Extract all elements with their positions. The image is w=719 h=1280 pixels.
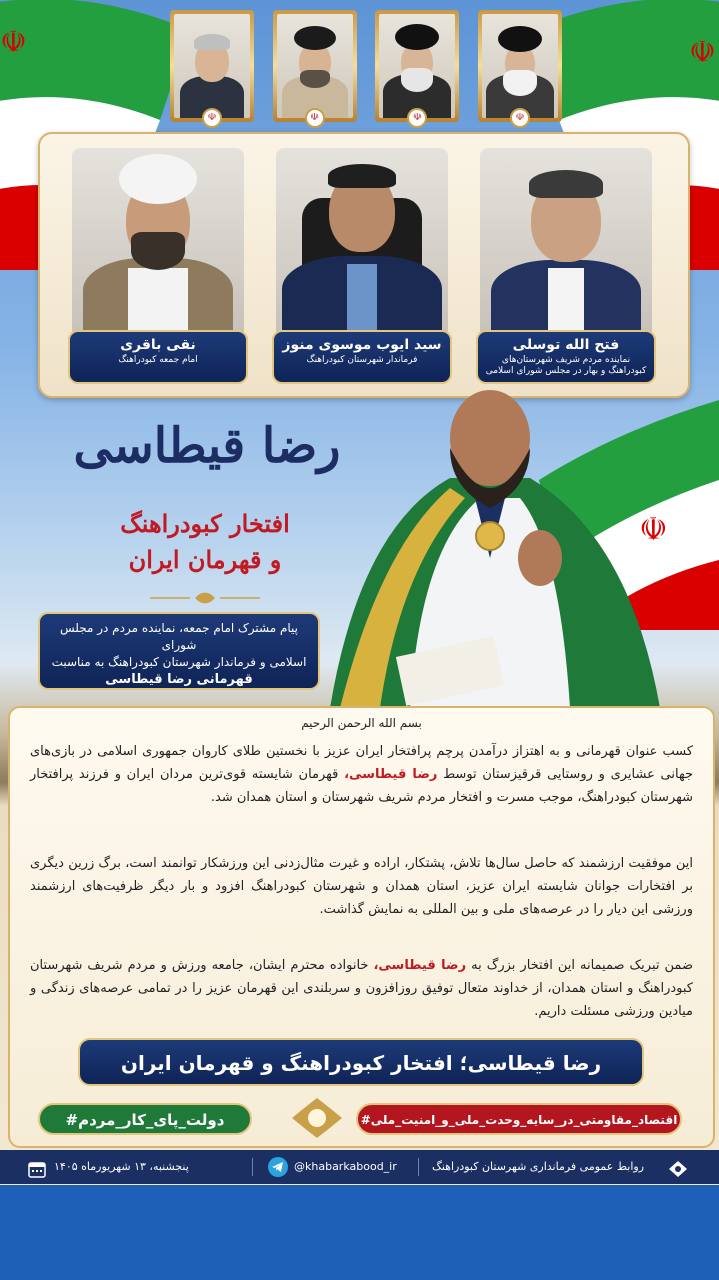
official-photo-tavasoli bbox=[480, 148, 652, 338]
iran-emblem-icon: ☫ bbox=[305, 108, 325, 128]
paragraph-3-text-a: ضمن تبریک صمیمانه این افتخار بزرگ به bbox=[471, 958, 693, 973]
official-name: نقی باقری bbox=[120, 337, 196, 353]
message-line3: قهرمانی رضا قیطاسی bbox=[105, 672, 253, 687]
official-role: فرماندار شهرستان کبودراهنگ bbox=[306, 355, 418, 365]
footer-bar bbox=[0, 1150, 719, 1184]
footer-separator bbox=[252, 1158, 253, 1176]
gold-ornament bbox=[150, 587, 260, 609]
footer-separator bbox=[418, 1158, 419, 1176]
hero-subtitle bbox=[60, 506, 350, 578]
svg-text:☫: ☫ bbox=[639, 510, 668, 548]
footer-handle[interactable]: @khabarkabood_ir bbox=[294, 1160, 397, 1173]
athlete-figure bbox=[300, 388, 680, 708]
portrait-frame bbox=[273, 10, 357, 122]
footer-date: پنجشنبه، ۱۳ شهریورماه ۱۴۰۵ bbox=[54, 1160, 189, 1173]
paragraph-3-text-b: خانواده محترم ایشان، جامعه ورزش و مردم شریف شهرستان کبودراهنگ و استان همدان، از خداوند متعال توفیق روزافزون و سربلندی این قهرمان عزیز را در تمامی عرصه‌های زندگی و میادین ورزشی مسئلت داریم. bbox=[30, 958, 693, 1019]
slogan-banner: رضا قیطاسی؛ افتخار کبودراهنگ و قهرمان ایران bbox=[78, 1038, 644, 1086]
calendar-icon bbox=[28, 1158, 46, 1176]
portrait-frame bbox=[478, 10, 562, 122]
hero-name: رضا قیطاسی bbox=[73, 418, 341, 474]
official-role: امام جمعه کبودراهنگ bbox=[118, 355, 198, 365]
paragraph-1-text-a: کسب عنوان قهرمانی و به اهتزاز درآمدن پرچم پرافتخار ایران عزیز با نخستین طلای کاروان جمهوری اسلامی در بازی‌های جهانی عشایری و روستایی قرقیزستان توسط bbox=[30, 744, 693, 782]
telegram-icon bbox=[268, 1157, 288, 1177]
bismillah: بسم الله الرحمن الرحیم bbox=[301, 716, 422, 730]
svg-text:☫: ☫ bbox=[689, 35, 716, 70]
paragraph-3 bbox=[30, 954, 693, 1023]
official-name: سید ایوب موسوی منوز bbox=[282, 337, 442, 353]
hero-subtitle-line2: و قهرمان ایران bbox=[128, 545, 282, 574]
portrait-frame bbox=[170, 10, 254, 122]
org-logo-icon bbox=[668, 1158, 688, 1176]
paragraph-1 bbox=[30, 740, 693, 809]
ornament-medallion bbox=[290, 1096, 344, 1140]
message-line1: پیام مشترک امام جمعه، نماینده مردم در مجلس شورای bbox=[59, 621, 299, 652]
athlete-name-highlight: رضا قیطاسی، bbox=[344, 767, 438, 782]
portrait-frame bbox=[375, 10, 459, 122]
iran-emblem-icon: ☫ bbox=[510, 108, 530, 128]
leaders-portraits bbox=[170, 10, 562, 130]
official-name: فتح الله توسلی bbox=[512, 337, 620, 353]
official-role: نماینده مردم شریف شهرستان‌های کبودراهنگ و بهار در مجلس شورای اسلامی bbox=[485, 355, 647, 376]
iran-emblem-icon: ☫ bbox=[407, 108, 427, 128]
paragraph-2: این موفقیت ارزشمند که حاصل سال‌ها تلاش، پشتکار، اراده و غیرت مثال‌زدنی این ورزشکار توانمند است، برگ زرین دیگری بر افتخارات جوانان شایسته ایران عزیز، استان همدان و شهرستان کبودراهنگ افزود و بار دیگر ظرفیت‌های ارزشمند ورزشی این دیار را در عرصه‌های ملی و بین المللی به نمایش گذاشت. bbox=[30, 856, 693, 917]
official-namebox-mousavi bbox=[272, 330, 452, 384]
paragraph-1-text-b: قهرمان شایسته قوی‌ترین مردان ایران و فرزند پرافتخار شهرستان کبودراهنگ، موجب مسرت و افتخار مردم شریف شهرستان و استان همدان شد. bbox=[30, 767, 693, 805]
hashtag-green: #دولت_پای_کار_مردم bbox=[38, 1103, 252, 1135]
hero-subtitle-line1: افتخار کبودراهنگ bbox=[120, 509, 290, 538]
official-photo-mousavi bbox=[276, 148, 448, 338]
hashtag-red: #اقتصاد_مقاومتی_در_سایه_وحدت_ملی_و_امنیت_ملی bbox=[356, 1103, 682, 1135]
footer-org: روابط عمومی فرمانداری شهرستان کبودراهنگ bbox=[432, 1160, 645, 1173]
iran-emblem-icon: ☫ bbox=[202, 108, 222, 128]
officials-panel bbox=[38, 132, 690, 398]
official-namebox-bagheri bbox=[68, 330, 248, 384]
joint-message-box bbox=[38, 612, 320, 690]
svg-text:☫: ☫ bbox=[0, 25, 27, 60]
message-line2: اسلامی و فرماندار شهرستان کبودراهنگ به مناسبت bbox=[51, 655, 307, 669]
official-photo-bagheri bbox=[72, 148, 244, 338]
athlete-name-highlight: رضا قیطاسی، bbox=[373, 958, 467, 973]
bottom-blue-area bbox=[0, 1185, 719, 1280]
